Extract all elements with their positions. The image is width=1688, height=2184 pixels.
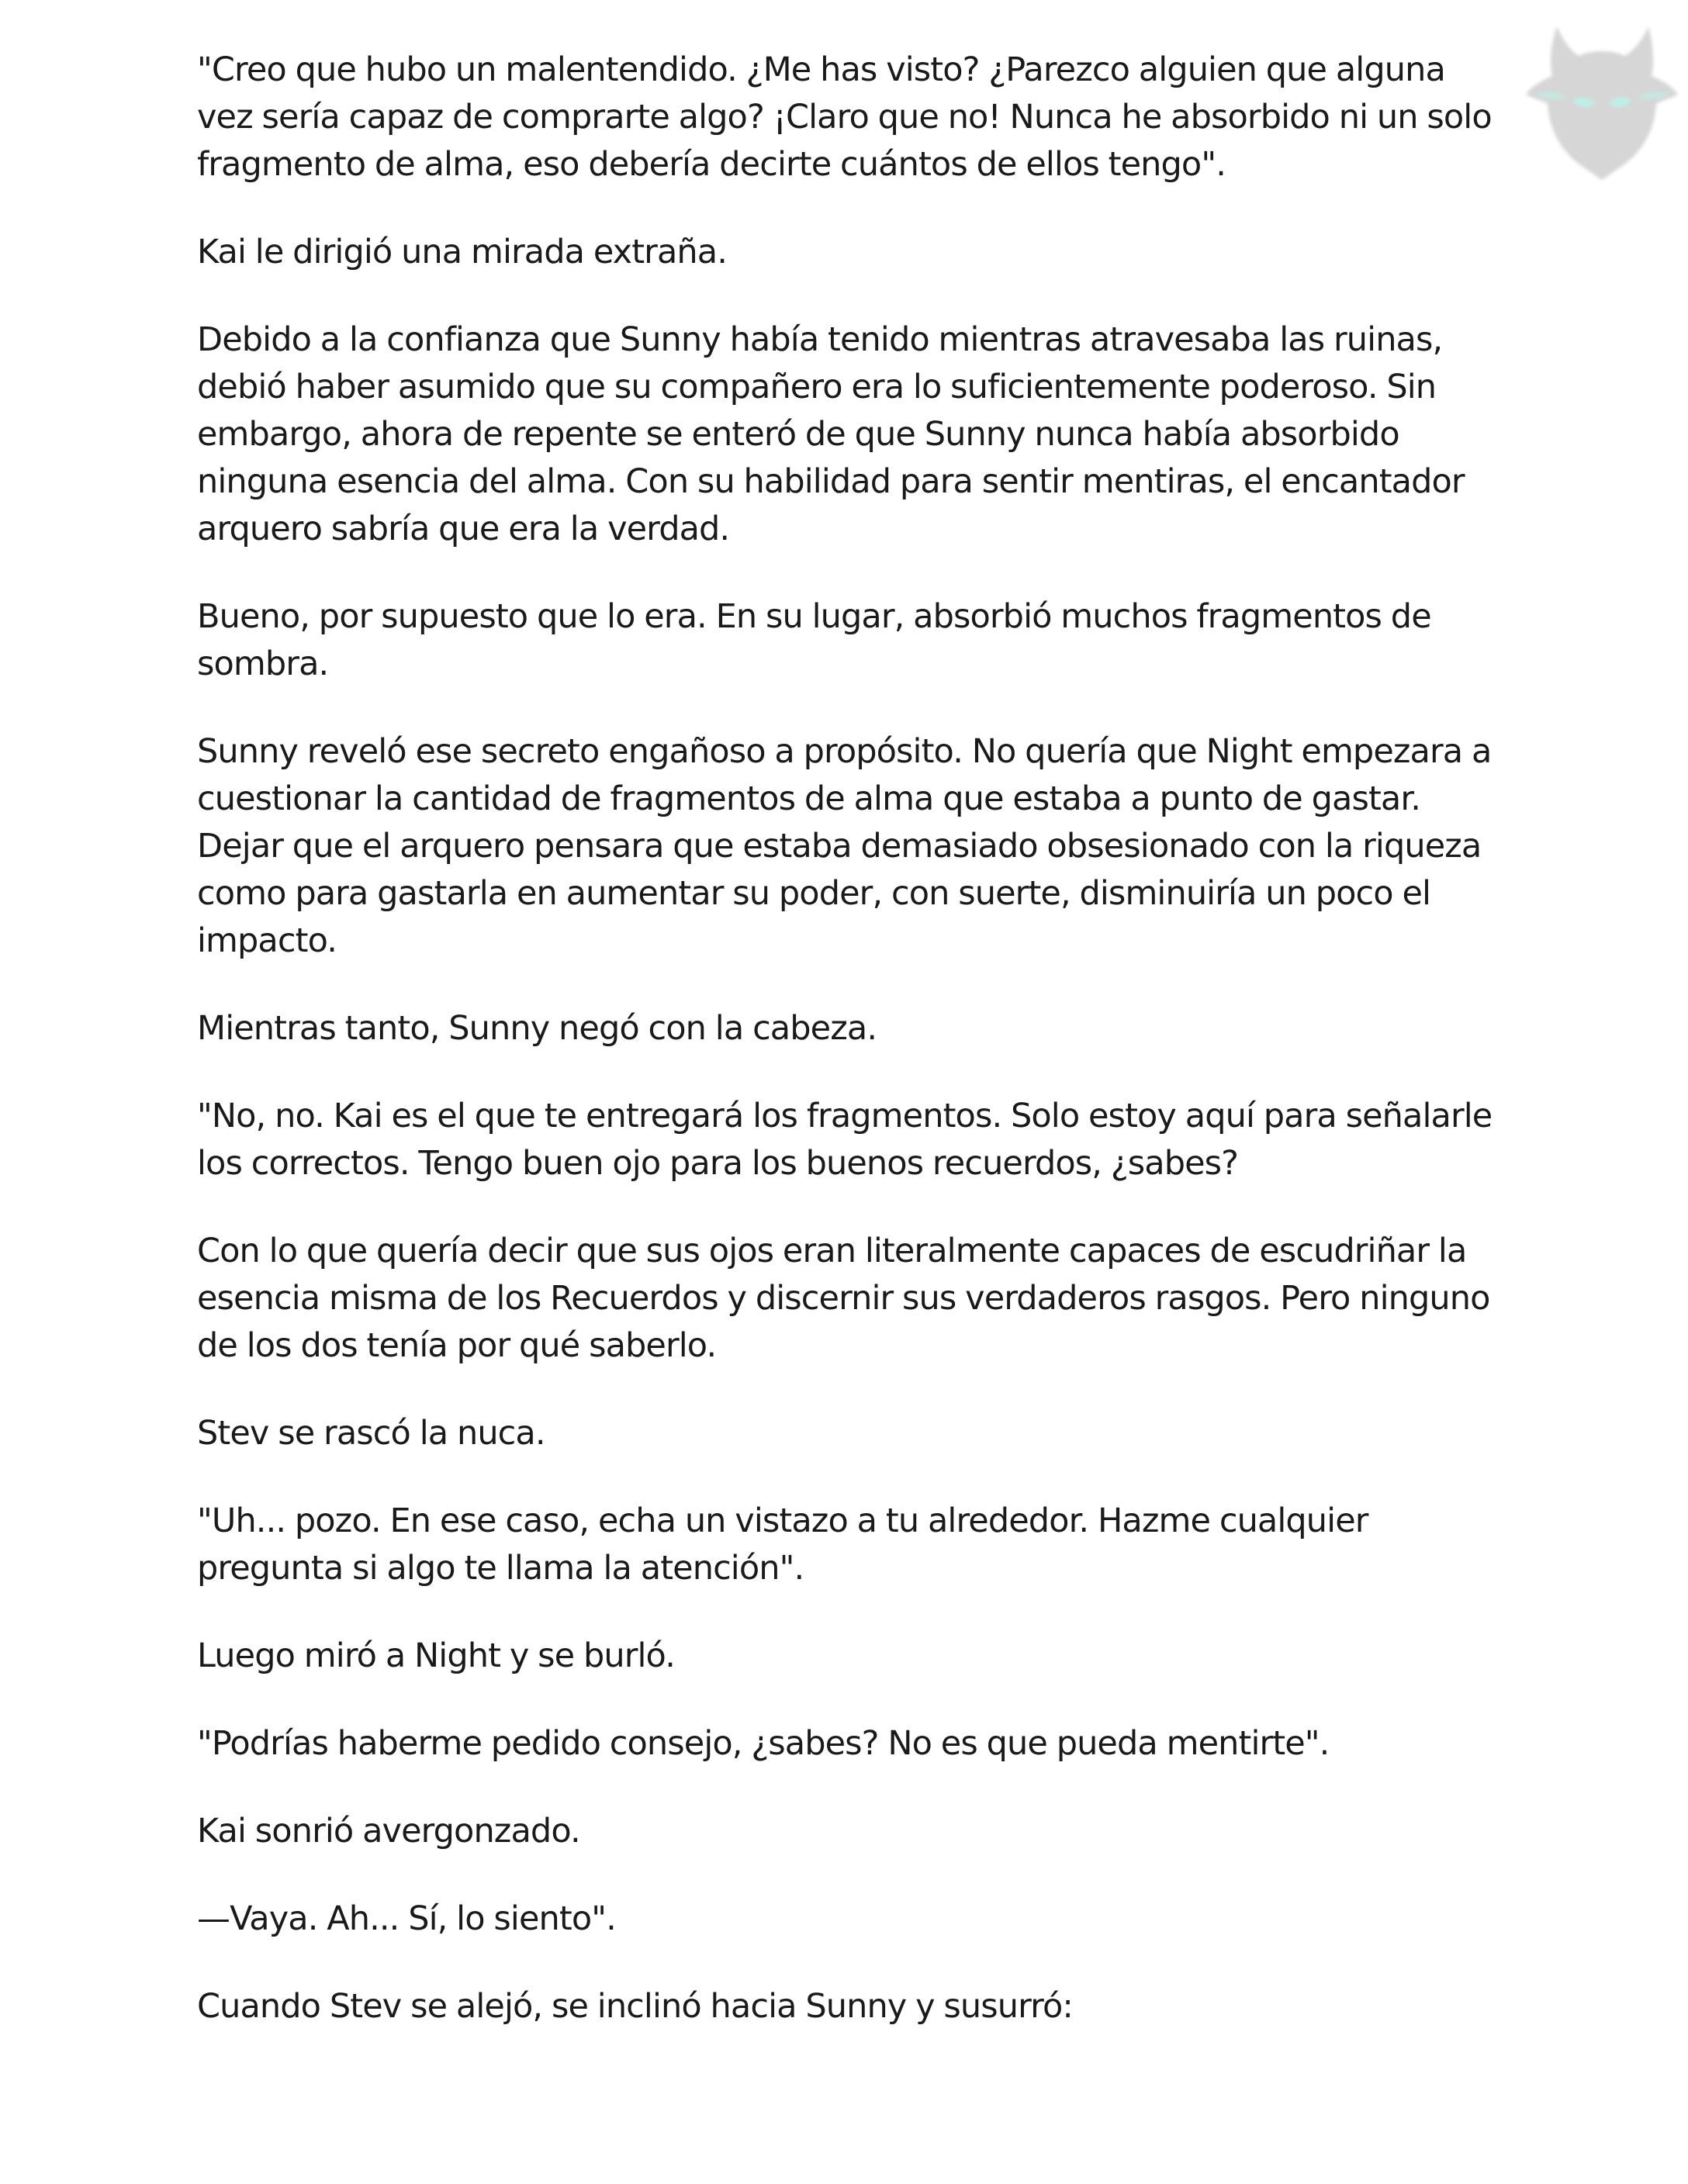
paragraph: Mientras tanto, Sunny negó con la cabeza. — [197, 1009, 877, 1048]
chapter-text — [197, 47, 1500, 2071]
paragraph: "No, no. Kai es el que te entregará los fragmentos. Solo estoy aquí para señalarle los correctos. Tengo buen ojo para los buenos recuerdos, ¿sabes? — [197, 1097, 1493, 1183]
paragraph: Bueno, por supuesto que lo era. En su lugar, absorbió muchos fragmentos de sombra. — [197, 597, 1431, 683]
paragraph: "Uh... pozo. En ese caso, echa un vistazo a tu alrededor. Hazme cualquier pregunta si algo te llama la atención". — [197, 1502, 1368, 1588]
paragraph: Kai le dirigió una mirada extraña. — [197, 233, 727, 271]
paragraph: Con lo que quería decir que sus ojos eran literalmente capaces de escudriñar la esencia misma de los Recuerdos y discernir sus verdaderos rasgos. Pero ninguno de los dos tenía por qué saberlo. — [197, 1232, 1490, 1365]
paragraph: Stev se rascó la nuca. — [197, 1414, 545, 1453]
paragraph: —Vaya. Ah... Sí, lo siento". — [197, 1899, 616, 1938]
paragraph: Luego miró a Night y se burló. — [197, 1636, 675, 1675]
paragraph: "Podrías haberme pedido consejo, ¿sabes? No es que pueda mentirte". — [197, 1724, 1330, 1763]
demon-head-logo-icon — [1524, 14, 1679, 185]
paragraph: "Creo que hubo un malentendido. ¿Me has visto? ¿Parezco alguien que alguna vez sería capaz de comprarte algo? ¡Claro que no! Nunca he absorbido ni un solo fragmento de alma, eso debería decirte cuántos de ellos tengo". — [197, 50, 1492, 184]
paragraph: Sunny reveló ese secreto engañoso a propósito. No quería que Night empezara a cuestionar la cantidad de fragmentos de alma que estaba a punto de gastar. Dejar que el arquero pensara que estaba demasiado obsesionado con la riqueza como para gastarla en aumentar su poder, con suerte, disminuiría un poco el impacto. — [197, 732, 1492, 960]
paragraph: Kai sonrió avergonzado. — [197, 1812, 580, 1851]
demon-head-shape — [1526, 26, 1678, 180]
paragraph: Debido a la confianza que Sunny había tenido mientras atravesaba las ruinas, debió haber asumido que su compañero era lo suficientemente poderoso. Sin embargo, ahora de repente se enteró de que Sunny nunca había absorbido ninguna esencia del alma. Con su habilidad para sentir mentiras, el encantador arquero sabría que era la verdad. — [197, 320, 1465, 548]
paragraph: Cuando Stev se alejó, se inclinó hacia Sunny y susurró: — [197, 1987, 1073, 2026]
